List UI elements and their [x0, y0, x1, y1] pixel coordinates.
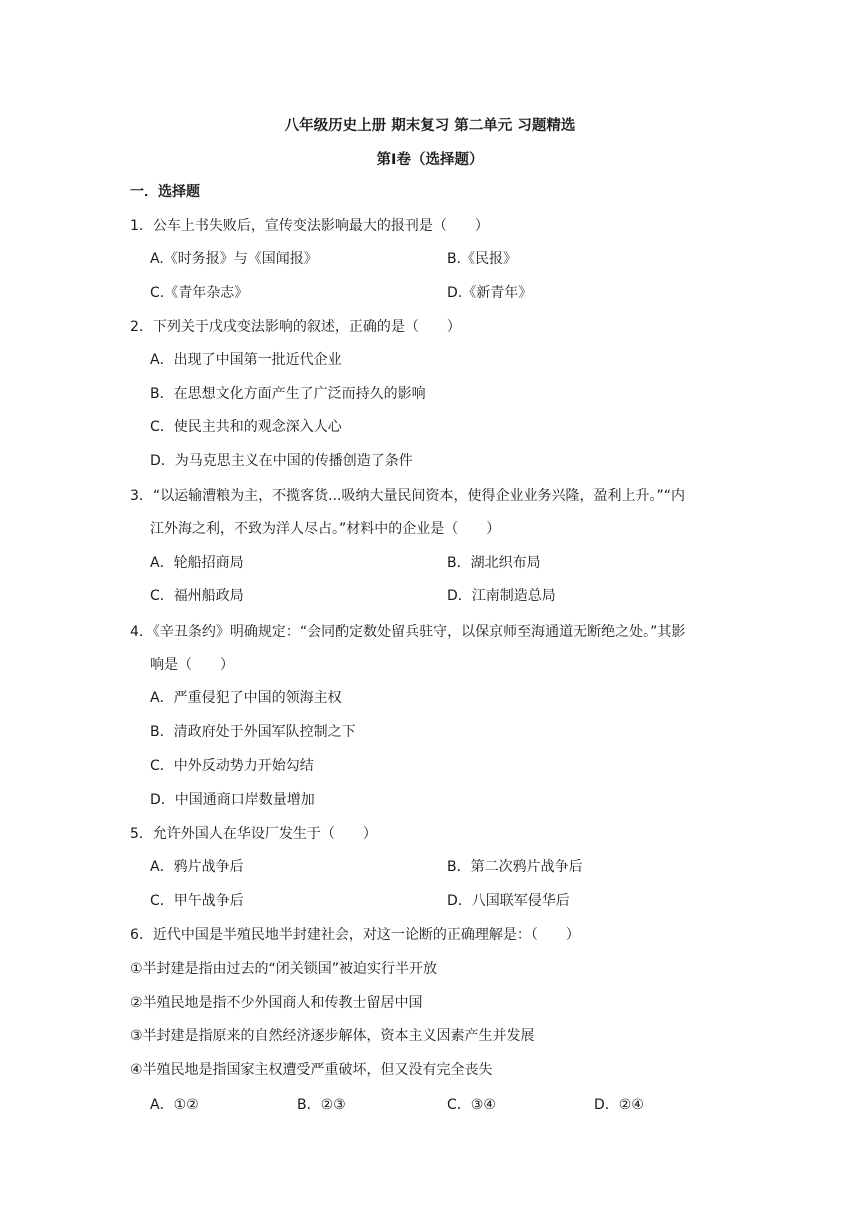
question-3-stem-line-2: 江外海之利，不致为洋人尽占。”材料中的企业是（ ） [150, 521, 501, 537]
question-5-option-a: A．鸦片战争后 [150, 859, 244, 875]
question-5-option-b: B．第二次鸦片战争后 [447, 859, 583, 875]
question-4-option-c: C．中外反动势力开始勾结 [150, 758, 314, 774]
question-2-option-a: A．出现了中国第一批近代企业 [150, 352, 342, 368]
document-title: 八年级历史上册 期末复习 第二单元 习题精选 [284, 118, 576, 134]
question-3-stem-line-1: 3．“以运输漕粮为主，不揽客货...吸纳大量民间资本，使得企业业务兴隆，盈利上升。”“内 [130, 488, 686, 504]
question-1-option-a: A.《时务报》与《国闻报》 [150, 251, 318, 267]
question-5-option-d: D．八国联军侵华后 [447, 893, 570, 909]
question-2-option-c: C．使民主共和的观念深入人心 [150, 419, 342, 435]
question-4-stem-line-1: 4．《辛丑条约》明确规定：“会同酌定数处留兵驻守，以保京师至海通道无断绝之处。”其影 [130, 624, 686, 640]
question-6-statement-4: ④半殖民地是指国家主权遭受严重破坏，但又没有完全丧失 [130, 1062, 493, 1078]
question-6-option-b: B．②③ [297, 1097, 346, 1113]
document-subtitle: 第Ⅰ卷（选择题） [376, 152, 484, 168]
question-6-statement-3: ③半封建是指原来的自然经济逐步解体，资本主义因素产生并发展 [130, 1028, 535, 1044]
question-3-option-d: D．江南制造总局 [447, 588, 556, 604]
section-heading: 一．选择题 [130, 184, 200, 200]
question-4-option-a: A．严重侵犯了中国的领海主权 [150, 690, 342, 706]
question-3-option-a: A．轮船招商局 [150, 555, 244, 571]
question-2-option-d: D．为马克思主义在中国的传播创造了条件 [150, 453, 413, 469]
question-6-statement-2: ②半殖民地是指不少外国商人和传教士留居中国 [130, 995, 423, 1011]
question-1-stem: 1．公车上书失败后，宣传变法影响最大的报刊是（ ） [130, 218, 489, 234]
question-5-stem: 5．允许外国人在华设厂发生于（ ） [130, 826, 377, 842]
question-1-option-b: B.《民报》 [447, 251, 518, 267]
question-1-option-d: D.《新青年》 [447, 285, 533, 301]
question-3-option-c: C．福州船政局 [150, 588, 244, 604]
question-4-option-d: D．中国通商口岸数量增加 [150, 792, 315, 808]
question-5-option-c: C．甲午战争后 [150, 893, 244, 909]
question-2-stem: 2．下列关于戊戌变法影响的叙述，正确的是（ ） [130, 319, 461, 335]
question-2-option-b: B．在思想文化方面产生了广泛而持久的影响 [150, 386, 426, 402]
question-1-option-c: C.《青年杂志》 [150, 285, 249, 301]
question-4-option-b: B．清政府处于外国军队控制之下 [150, 724, 356, 740]
question-6-option-a: A．①② [150, 1097, 199, 1113]
question-4-stem-line-2: 响是（ ） [150, 657, 234, 673]
question-6-option-d: D．②④ [594, 1097, 644, 1113]
question-6-option-c: C．③④ [447, 1097, 496, 1113]
question-6-statement-1: ①半封建是指由过去的“闭关锁国”被迫实行半开放 [130, 961, 438, 977]
question-6-stem: 6．近代中国是半殖民地半封建社会，对这一论断的正确理解是：（ ） [130, 927, 580, 943]
question-3-option-b: B．湖北织布局 [447, 555, 541, 571]
